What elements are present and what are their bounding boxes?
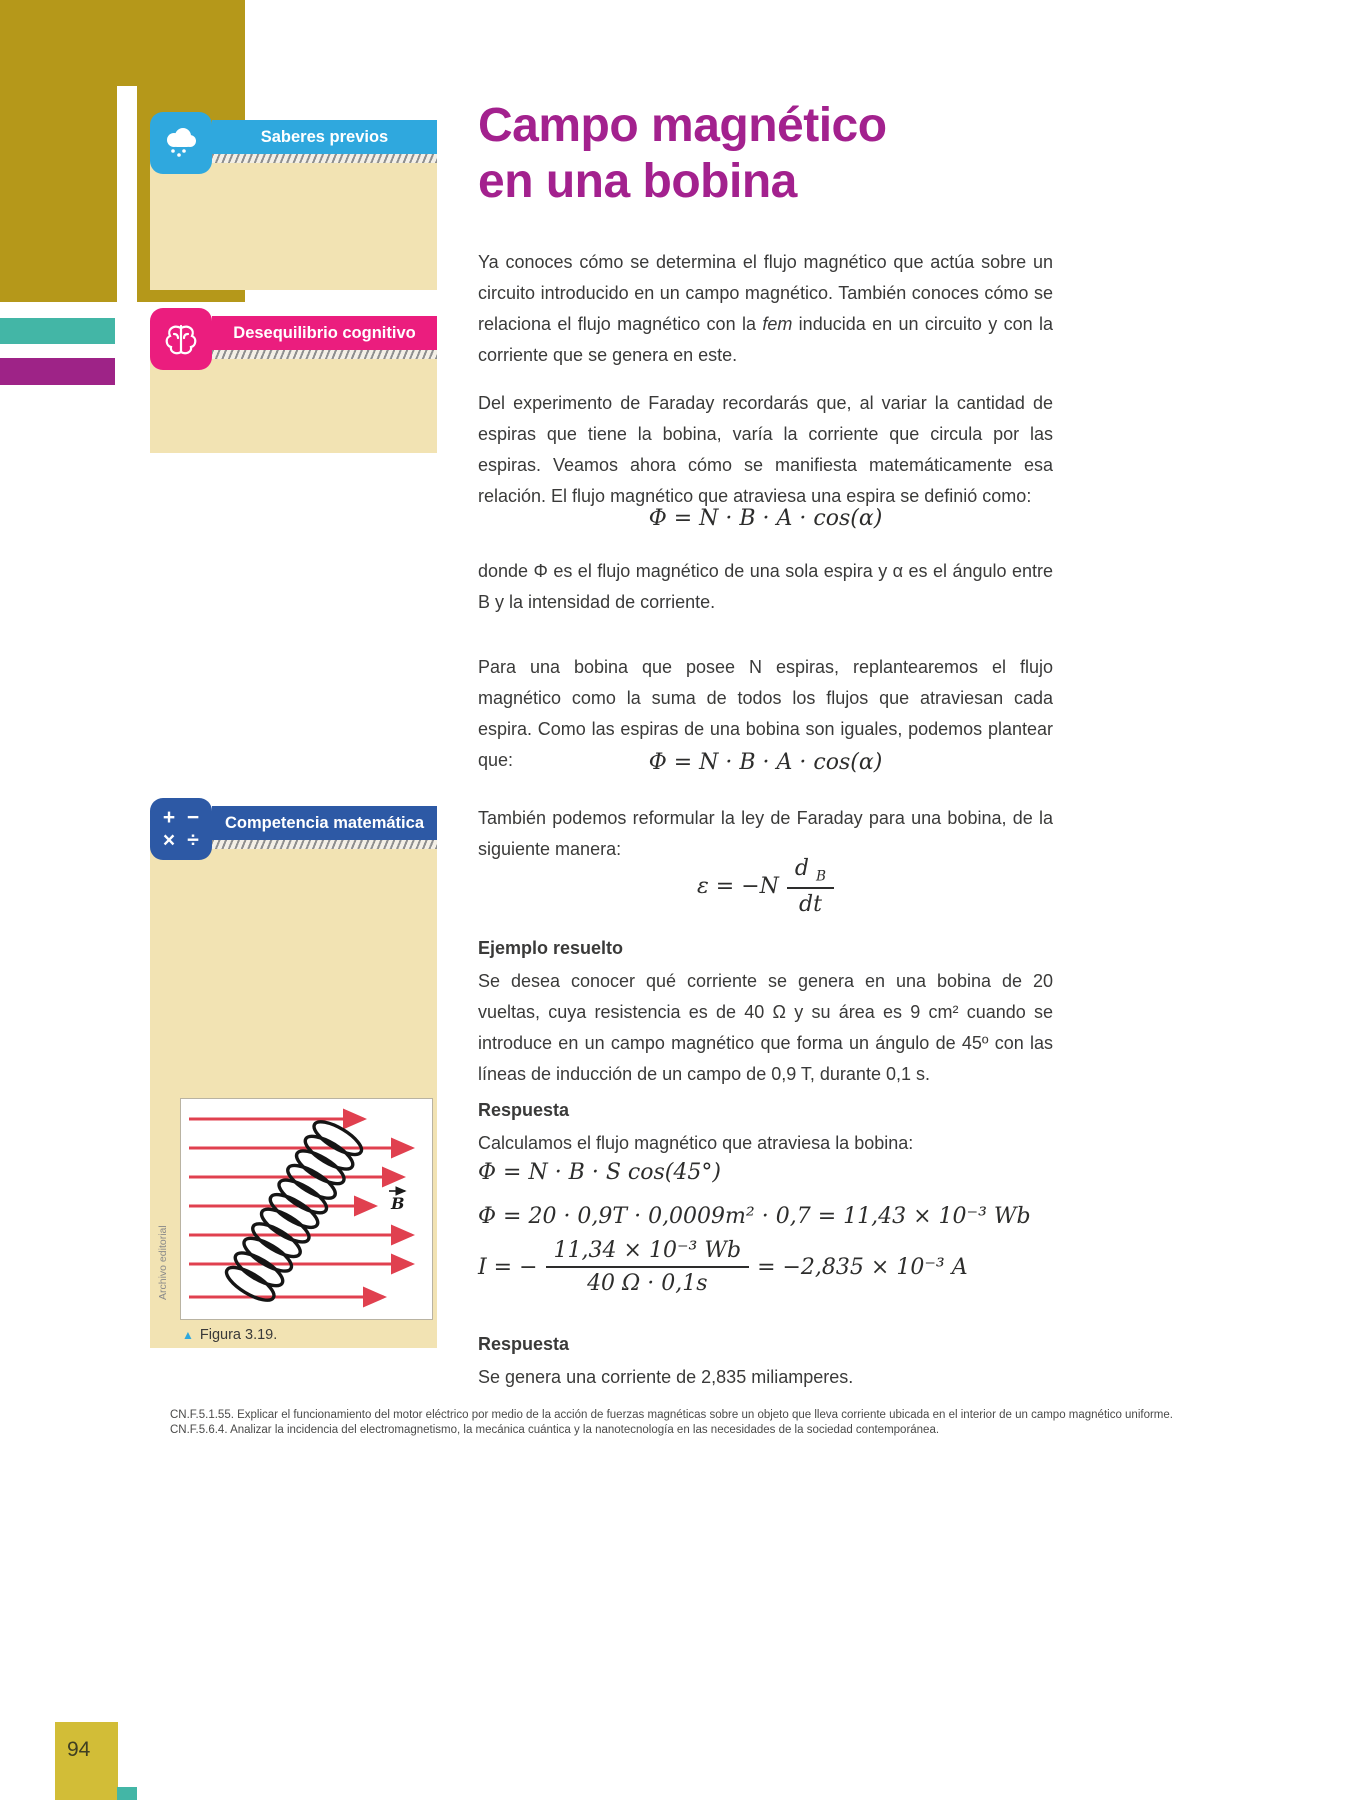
current-lhs: I = −: [478, 1254, 538, 1280]
teal-stripe: [0, 318, 115, 344]
saberes-previos-header: [212, 120, 437, 154]
photo-credit: Archivo editorial: [157, 1225, 169, 1300]
bobina-paragraph: Para una bobina que posee N espiras, replantearemos el flujo magnético como la suma de todos los flujos que atraviesan cada espira. Como las espiras de una bobina son iguales, podemos plantear que:: [478, 657, 1053, 770]
gold-corner-slot: [117, 86, 137, 302]
flux-formula-2: Φ = N · B · A · cos(α): [648, 750, 883, 775]
curriculum-standards: [170, 1408, 1185, 1438]
page-title-line1: Campo magnético: [478, 99, 887, 152]
cloud-icon: [150, 112, 212, 174]
standard-2: CN.F.5.6.4. Analizar la incidencia del electromagnetismo, la mecánica cuántica y la nanotecnología en las necesidades de la sociedad contemporánea.: [170, 1424, 940, 1436]
times-glyph: ×: [162, 829, 176, 852]
faraday-lhs: ε = −N: [696, 874, 779, 900]
respuesta2-heading: Respuesta: [478, 1334, 570, 1354]
flux-formula-1: Φ = N · B · A · cos(α): [648, 506, 883, 531]
brain-icon: [150, 308, 212, 370]
competencia-header: [212, 806, 437, 840]
plus-glyph: +: [162, 806, 176, 829]
page-number: 94: [67, 1738, 91, 1761]
figure-3-19: [180, 1098, 433, 1320]
b-field-label: B: [391, 1194, 405, 1213]
respuesta1-intro: Calculamos el flujo magnético que atraviesa la bobina:: [478, 1133, 914, 1153]
ejemplo-body: Se desea conocer qué corriente se genera en una bobina de 20 vueltas, cuya resistencia es de 40 Ω y su área es 9 cm² cuando se introduce en un campo magnético que forma un ángulo de 45º con las líneas de inducción de un campo de 0,9 T, durante 0,1 s.: [478, 971, 1053, 1084]
competencia-title: Competencia matemática: [225, 813, 424, 832]
magenta-stripe: [0, 358, 115, 385]
fem-italic: fem: [762, 314, 793, 334]
respuesta2-body: Se genera una corriente de 2,835 miliamperes.: [478, 1367, 854, 1387]
faraday-paragraph: Del experimento de Faraday recordarás que, al variar la cantidad de espiras que tiene la bobina, varía la corriente que circula por las espiras. Veamos ahora cómo se manifiesta matemáticamente esa relación. El flujo magnético que atraviesa una espira se definió como:: [478, 393, 1053, 506]
minus-glyph: −: [186, 806, 200, 829]
saberes-previos-title: Saberes previos: [260, 127, 389, 146]
standard-1: CN.F.5.1.55. Explicar el funcionamiento del motor eléctrico por medio de la acción de fuerzas magnéticas sobre un objeto que lleva corriente ubicada en el interior de un campo magnético uniforme.: [170, 1409, 1173, 1421]
coil-field-illustration: [181, 1099, 432, 1319]
current-rhs: = −2,835 × 10⁻³ A: [757, 1254, 968, 1280]
intro-paragraph: [478, 247, 1053, 371]
saberes-previos-hatch: [212, 154, 437, 163]
faraday-numerator: [787, 856, 834, 889]
desequilibrio-title: Desequilibrio cognitivo: [233, 323, 416, 342]
math-operations-glyphs: [160, 806, 202, 852]
current-fraction: [546, 1238, 750, 1296]
current-denominator: 40 Ω · 0,1s: [587, 1271, 708, 1296]
reformular-paragraph: También podemos reformular la ley de Faraday para una bobina, de la siguiente manera:: [478, 808, 1053, 859]
faraday-numerator-sub: B: [816, 868, 827, 885]
competencia-hatch: [212, 840, 437, 849]
respuesta-formula-1: Φ = N · B · S cos(45°): [478, 1160, 721, 1185]
faraday-fraction: [787, 856, 834, 917]
faraday-numerator-main: d: [794, 856, 809, 881]
figure-caption: [182, 1327, 277, 1343]
faraday-law-formula: [478, 856, 1053, 917]
brain-icon-graphic: [161, 319, 201, 359]
page-title-line2: en una bobina: [478, 155, 797, 208]
current-numerator: 11,34 × 10⁻³ Wb: [546, 1238, 750, 1268]
teal-bottom-chip: [117, 1787, 137, 1800]
intro-paragraph-a: Ya conoces cómo se determina el flujo magnético que actúa sobre un circuito introducido en un campo magnético. También conoces cómo se relaciona el flujo magnético con la: [478, 252, 1053, 334]
divide-glyph: ÷: [187, 829, 199, 852]
faraday-denominator: dt: [798, 892, 822, 918]
respuesta-formula-3: [478, 1238, 1053, 1296]
page-title: [478, 98, 1078, 210]
donde-paragraph: donde Φ es el flujo magnético de una sola espira y α es el ángulo entre B y la intensidad de corriente.: [478, 561, 1053, 612]
math-operations-icon: [150, 798, 212, 860]
cloud-icon-graphic: [160, 126, 202, 160]
figure-caption-marker-icon: ▲: [182, 1328, 194, 1342]
page-number-block: [55, 1722, 118, 1800]
figure-caption-text: Figura 3.19.: [199, 1327, 278, 1343]
respuesta1-heading: Respuesta: [478, 1100, 570, 1120]
coil-graphic: [222, 1116, 366, 1307]
desequilibrio-hatch: [212, 350, 437, 359]
desequilibrio-header: [212, 316, 437, 350]
ejemplo-heading: Ejemplo resuelto: [478, 938, 624, 958]
intro-paragraph-b: inducida en un circuito y con la corriente que se genera en este.: [478, 314, 1053, 365]
respuesta-formula-2: Φ = 20 · 0,9T · 0,0009m² · 0,7 = 11,43 × 10⁻³ Wb: [478, 1204, 1031, 1229]
